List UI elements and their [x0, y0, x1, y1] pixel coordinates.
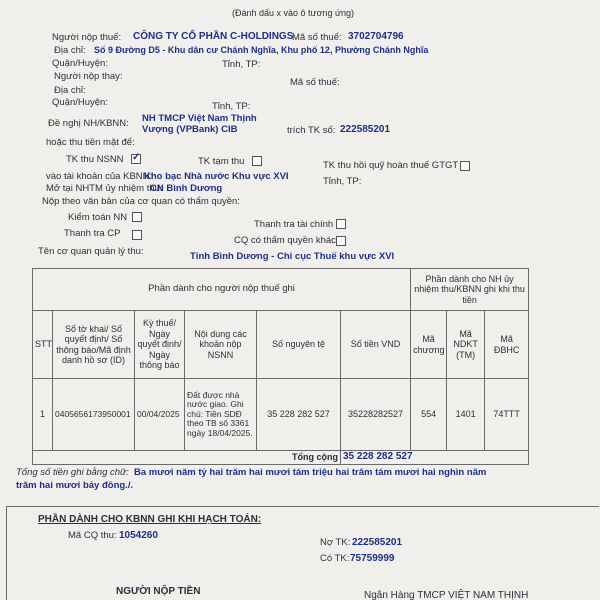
- col-ndkt: Mã NDKT (TM): [447, 311, 485, 379]
- cell-ndkt: 1401: [447, 379, 485, 451]
- words-line2: trăm hai mươi bảy đồng./.: [16, 480, 134, 491]
- col-vnd-amount: Số tiền VND: [341, 311, 411, 379]
- cash-label: hoặc thu tiền mặt để:: [46, 137, 135, 148]
- words-line1: Ba mươi năm tỷ hai trăm hai mươi tám triệu hai trăm tám mươi hai nghìn năm: [134, 467, 487, 478]
- debit-tk-value: 222585201: [352, 537, 403, 548]
- finance-checkbox[interactable]: [336, 219, 346, 229]
- payer-address: Số 9 Đường D5 - Khu dân cư Chánh Nghĩa, Khu phố 12, Phường Chánh Nghĩa: [94, 45, 429, 55]
- kbnn-title: PHẦN DÀNH CHO KBNN GHI KHI HẠCH TOÁN:: [38, 514, 262, 525]
- cell-doc-no: 0405656173950001: [53, 379, 135, 451]
- cq-label: Mã CQ thu:: [68, 530, 117, 541]
- proxy-address-label: Địa chỉ:: [54, 85, 86, 96]
- option-refund-label: TK thu hồi quỹ hoàn thuế GTGT: [323, 160, 459, 171]
- bank-name-line1: NH TMCP Việt Nam Thịnh: [142, 113, 257, 124]
- bank-name-line2: Vượng (VPBank) CIB: [142, 124, 238, 135]
- cell-content: Đất được nhà nước giao. Ghi chú: Tiền SDĐ theo TB số 3361 ngày 18/04/2025.: [185, 379, 257, 451]
- cell-dbhc: 74TTT: [485, 379, 529, 451]
- payer-section-header: Phần dành cho người nộp thuế ghi: [33, 269, 411, 311]
- footer-payer: NGƯỜI NỘP TIỀN: [116, 586, 201, 597]
- payer-province-label: Tỉnh, TP:: [222, 59, 261, 70]
- bank-request-label: Đề nghị NH/KBNN:: [48, 118, 129, 129]
- payer-address-label: Địa chỉ:: [54, 45, 86, 56]
- col-chapter: Mã chương: [411, 311, 447, 379]
- cell-date: 00/04/2025: [135, 379, 185, 451]
- payer-district-label: Quận/Huyện:: [52, 58, 108, 69]
- table-row: [33, 379, 529, 451]
- treasury-name: Kho bạc Nhà nước Khu vực XVI: [144, 171, 289, 182]
- debit-account-label: trích TK số:: [287, 125, 336, 136]
- words-label: Tổng số tiền ghi bằng chữ:: [16, 467, 129, 478]
- payer-tax-code-label: Mã số thuế:: [292, 32, 342, 43]
- proxy-district-label: Quận/Huyện:: [52, 97, 108, 108]
- cq-value: 1054260: [119, 530, 158, 541]
- total-value: 35 228 282 527: [341, 451, 529, 465]
- total-label: Tổng cộng: [33, 451, 341, 465]
- col-date: Kỳ thuế/ Ngày quyết định/ Ngày thông báo: [135, 311, 185, 379]
- payer-name: CÔNG TY CỔ PHẦN C-HOLDINGS: [133, 31, 294, 42]
- payer-label: Người nộp thuế:: [52, 32, 122, 43]
- cell-stt: 1: [33, 379, 53, 451]
- payer-tax-code: 3702704796: [348, 31, 404, 42]
- treasury-opened-label: Mở tại NHTM ủy nhiệm thu:: [46, 183, 163, 194]
- gov-checkbox[interactable]: [132, 230, 142, 240]
- bank-section-header: Phần dành cho NH ủy nhiệm thu/KBNN ghi khi thu tiền: [411, 269, 529, 311]
- col-dbhc: Mã ĐBHC: [485, 311, 529, 379]
- debit-tk-label: Nợ TK:: [320, 537, 351, 548]
- col-content: Nội dung các khoản nộp NSNN: [185, 311, 257, 379]
- authority-audit-label: Kiểm toán NN: [68, 212, 128, 223]
- option-temp-label: TK tạm thu: [198, 156, 245, 167]
- authority-intro: Nộp theo văn bản của cơ quan có thẩm quyền:: [42, 196, 240, 207]
- other-checkbox[interactable]: [336, 236, 346, 246]
- authority-gov-label: Thanh tra CP: [64, 228, 121, 239]
- refund-checkbox[interactable]: [460, 161, 470, 171]
- proxy-province-label: Tỉnh, TP:: [212, 101, 251, 112]
- footer-bank: Ngân Hàng TMCP VIỆT NAM THỊNH: [364, 590, 529, 600]
- cell-chapter: 554: [411, 379, 447, 451]
- credit-tk-value: 75759999: [350, 553, 395, 564]
- nsnn-checkbox[interactable]: [131, 154, 141, 164]
- payment-items-table: [32, 268, 529, 465]
- proxy-label: Người nộp thay:: [54, 71, 123, 82]
- treasury-province-label: Tỉnh, TP:: [323, 176, 362, 187]
- debit-account: 222585201: [340, 124, 391, 135]
- treasury-opened-value: CN Bình Dương: [150, 183, 223, 194]
- cell-orig-amount: 35 228 282 527: [257, 379, 341, 451]
- proxy-tax-code-label: Mã số thuế:: [290, 77, 340, 88]
- cell-vnd-amount: 35228282527: [341, 379, 411, 451]
- manager-label: Tên cơ quan quản lý thu:: [38, 246, 144, 257]
- manager-value: Tỉnh Bình Dương - Chi cục Thuế khu vực XVI: [190, 251, 395, 262]
- header-note: (Đánh dấu x vào ô tương ứng): [232, 8, 355, 18]
- temp-checkbox[interactable]: [252, 156, 262, 166]
- credit-tk-label: Có TK:: [320, 553, 350, 564]
- treasury-label: vào tài khoản của KBNN:: [46, 171, 153, 182]
- option-nsnn-label: TK thu NSNN: [66, 154, 124, 165]
- col-doc-no: Số tờ khai/ Số quyết định/ Số thông báo/Mã định danh hồ sơ (ID): [53, 311, 135, 379]
- col-stt: STT: [33, 311, 53, 379]
- authority-finance-label: Thanh tra tài chính: [254, 219, 334, 230]
- col-orig-amount: Số nguyên tệ: [257, 311, 341, 379]
- authority-other-label: CQ có thẩm quyền khác: [234, 235, 336, 246]
- audit-checkbox[interactable]: [132, 212, 142, 222]
